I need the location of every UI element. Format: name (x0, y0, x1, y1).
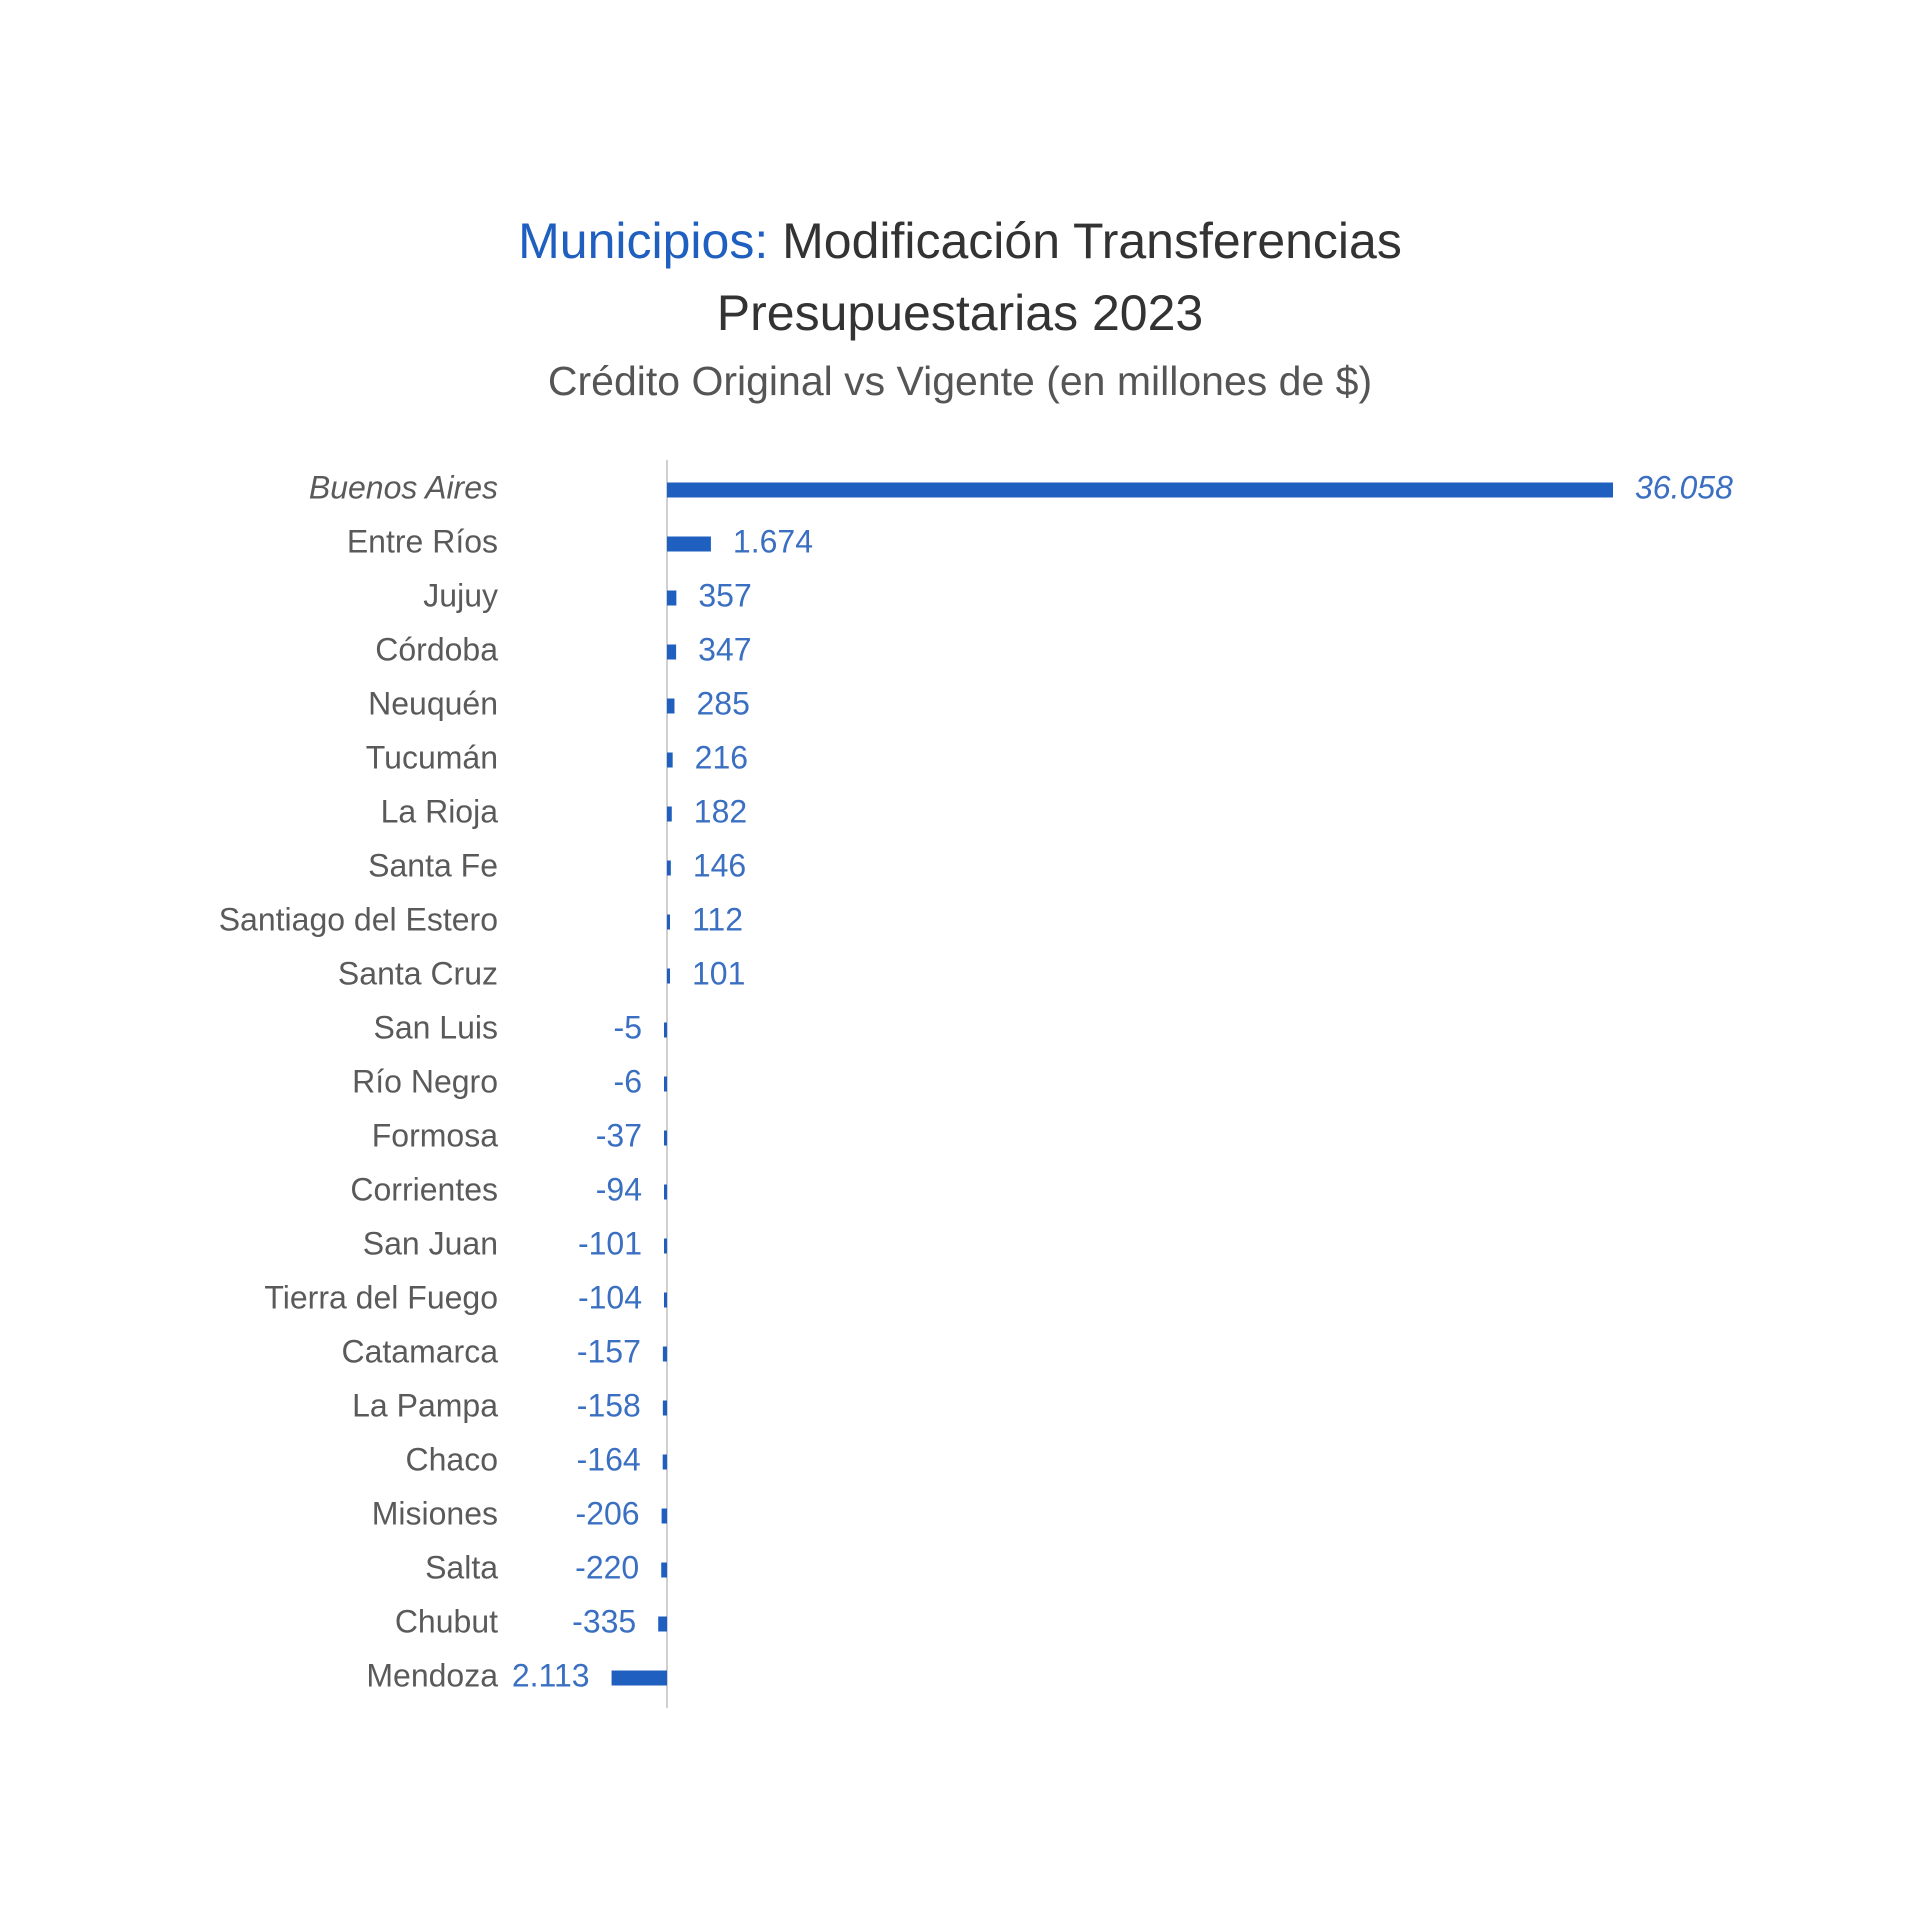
category-label-formosa: Formosa (371, 1117, 498, 1154)
category-label-rio-negro: Río Negro (352, 1063, 498, 1100)
bar-buenos-aires (667, 483, 1613, 498)
bar-cordoba (667, 645, 676, 660)
value-label-formosa: -37 (595, 1117, 642, 1154)
category-label-santiago-del-estero: Santiago del Estero (218, 901, 498, 938)
bar-santa-fe (667, 861, 671, 876)
bar-salta (661, 1563, 667, 1578)
chart-title-line2: Presupuestarias 2023 (716, 285, 1204, 341)
category-label-san-juan: San Juan (362, 1225, 498, 1262)
value-label-la-pampa: -158 (576, 1387, 641, 1424)
bar-jujuy (667, 591, 676, 606)
category-label-mendoza: Mendoza (366, 1657, 498, 1694)
bar-san-luis (664, 1023, 667, 1038)
bar-la-pampa (663, 1401, 667, 1416)
value-label-jujuy: 357 (698, 577, 752, 614)
category-label-salta: Salta (425, 1549, 498, 1586)
category-label-cordoba: Córdoba (375, 631, 498, 668)
value-label-rio-negro: -6 (613, 1063, 642, 1100)
bar-tucuman (667, 753, 673, 768)
value-label-chaco: -164 (576, 1441, 641, 1478)
value-label-buenos-aires: 36.058 (1635, 469, 1733, 506)
category-label-entre-rios: Entre Ríos (346, 523, 498, 560)
category-label-tierra-del-fuego: Tierra del Fuego (264, 1279, 498, 1316)
bar-la-rioja (667, 807, 672, 822)
value-label-santa-cruz: 101 (692, 955, 746, 992)
bar-misiones (662, 1509, 667, 1524)
bar-formosa (664, 1131, 667, 1146)
value-label-corrientes: -94 (595, 1171, 642, 1208)
bar-tierra-del-fuego (664, 1293, 667, 1308)
value-label-santa-fe: 146 (692, 847, 747, 884)
bar-chaco (663, 1455, 667, 1470)
bar-neuquen (667, 699, 674, 714)
chart-subtitle: Crédito Original vs Vigente (en millones de $) (547, 358, 1373, 404)
category-label-san-luis: San Luis (373, 1009, 498, 1046)
category-label-catamarca: Catamarca (341, 1333, 498, 1370)
chart-title-accent: Municipios: (518, 213, 769, 269)
value-label-misiones: -206 (575, 1495, 640, 1532)
value-label-san-juan: -101 (577, 1225, 642, 1262)
value-label-tierra-del-fuego: -104 (577, 1279, 642, 1316)
value-label-mendoza: 2.113 (511, 1657, 590, 1694)
value-label-salta: -220 (575, 1549, 640, 1586)
bar-rio-negro (664, 1077, 667, 1092)
category-label-misiones: Misiones (371, 1495, 498, 1532)
category-label-neuquen: Neuquén (368, 685, 498, 722)
value-label-santiago-del-estero: 112 (692, 901, 744, 938)
value-label-entre-rios: 1.674 (732, 523, 813, 560)
value-label-tucuman: 216 (694, 739, 749, 776)
category-label-chaco: Chaco (405, 1441, 498, 1478)
category-label-chubut: Chubut (394, 1603, 498, 1640)
bar-santa-cruz (667, 969, 670, 984)
value-label-neuquen: 285 (696, 685, 750, 722)
category-label-tucuman: Tucumán (365, 739, 498, 776)
bar-entre-rios (667, 537, 711, 552)
value-label-chubut: -335 (572, 1603, 637, 1640)
value-label-la-rioja: 182 (693, 793, 748, 830)
value-label-san-luis: -5 (613, 1009, 642, 1046)
category-label-jujuy: Jujuy (423, 577, 498, 614)
category-label-santa-cruz: Santa Cruz (337, 955, 498, 992)
value-label-catamarca: -157 (576, 1333, 641, 1370)
bar-catamarca (663, 1347, 667, 1362)
value-label-cordoba: 347 (698, 631, 752, 668)
bar-santiago-del-estero (667, 915, 670, 930)
bar-chubut (658, 1617, 667, 1632)
bar-corrientes (664, 1185, 667, 1200)
bar-mendoza (612, 1671, 667, 1686)
bar-san-juan (664, 1239, 667, 1254)
category-label-la-pampa: La Pampa (352, 1387, 498, 1424)
category-label-corrientes: Corrientes (350, 1171, 498, 1208)
category-label-santa-fe: Santa Fe (368, 847, 498, 884)
category-label-buenos-aires: Buenos Aires (308, 469, 498, 506)
category-label-la-rioja: La Rioja (380, 793, 498, 830)
chart-title-rest: Modificación Transferencias (768, 213, 1402, 269)
